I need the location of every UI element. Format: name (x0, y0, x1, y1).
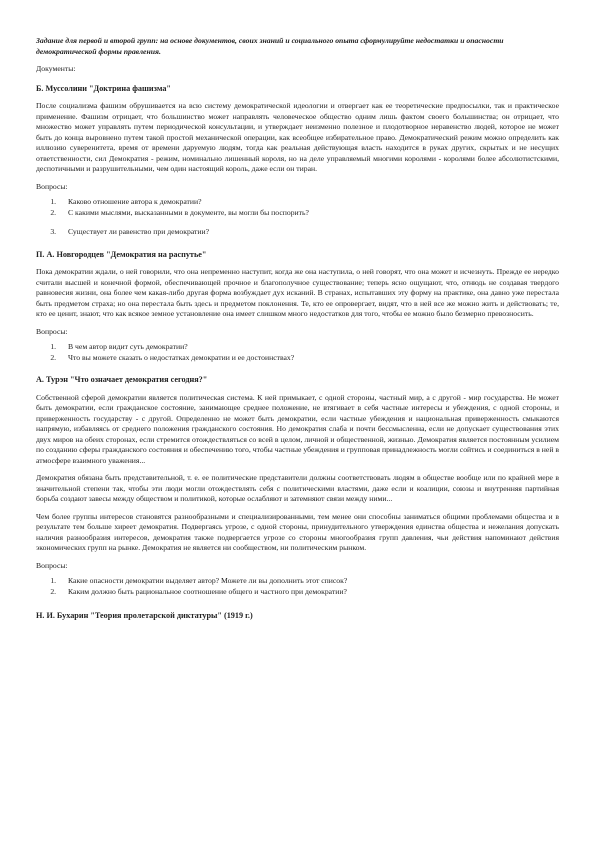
question-item: 3. Существует ли равенство при демократии? (58, 227, 559, 238)
question-item: 1. Какие опасности демократии выделяет автор? Можете ли вы дополнить этот список? (58, 576, 559, 587)
question-item: 2. Что вы можете сказать о недостатках демократии и ее достоинствах? (58, 353, 559, 364)
doc3-questions-label: Вопросы: (36, 560, 68, 570)
doc2-title: П. А. Новгородцев "Демократия на распутье" (36, 249, 207, 259)
question-item: 2. Каким должно быть рациональное соотношение общего и частного при демократии? (58, 587, 559, 598)
doc1-title: Б. Муссолини "Доктрина фашизма" (36, 83, 171, 93)
task-statement: Задание для первой и второй групп: на основе документов, своих знаний и социального опыта сформулируйте недостатки и опасности демократической формы правления. (36, 36, 504, 56)
doc3-paragraph-2: Демократия обязана быть представительной, т. е. ее политические представители должны соответствовать людям в обществе вообще или по крайней мере в значительной степени так, чтобы эти люди могли отождествлять себя с политическими властями, даже если и коалиции, союзы и внутренняя партийная борьба создают завесы между обществом и политикой, которые ослабляют и затемняют связи между ними... (36, 473, 559, 503)
question-item: 2. С какими мыслями, высказанными в документе, вы могли бы поспорить? (58, 208, 559, 219)
doc1-questions-label: Вопросы: (36, 181, 68, 191)
doc3-title: А. Турэн "Что означает демократия сегодня?" (36, 375, 208, 384)
doc2-paragraph: Пока демократии ждали, о ней говорили, что она непременно наступит, когда же она наступила, о ней говорят, что она может и исчезнуть. Прежде ее нередко считали высшей и конечной формой, обеспечивающей прочное и благополучное существование; теперь ясно ощущают, что, отнюдь не создавая твердого равновесия жизни, она более чем какая-либо другая форма возбуждает дух исканий. В странах, испытавших эту форму на практике, она давно уже перестала быть предметом страха; но она перестала быть здесь и предметом поклонения. Те, кто ее опровергает, видят, что в ней все же можно жить и действовать; те, кто ее ценит, знают, что как всякое земное установление она имеет слишком много недостатков для того, чтобы ее можно было безмерно превозносить. (36, 267, 559, 318)
doc3-paragraph-3: Чем более группы интересов становятся разнообразными и специализированными, тем менее они способны заниматься общими проблемами общества и в результате тем больше хиреет демократия. Подвергаясь угрозе, с одной стороны, принудительного утверждения единства общества и нежелания допускать наличия разнообразия интересов, демократия также подвергается угрозе со стороны многообразия групп давления, чьи действия напоминают действия экономических групп на рынке. Демократия не является ни сообществом, ни политическим рынком. (36, 511, 559, 552)
doc2-question-list (36, 342, 559, 363)
question-item: 1. Каково отношение автора к демократии? (58, 197, 559, 208)
doc1-paragraph: После социализма фашизм обрушивается на всю систему демократической идеологии и отвергает как ее теоретические предпосылки, так и практическое применение. Фашизм отрицает, что большинство может направлять человеческое общество одним лишь фактом своего большинства; он отрицает, что множество может управлять путем периодической консультации, и утверждает неизменно полезное и плодотворное неравенство людей, которое не может быть до конца выровнено путем такой простой механической операции, как всеобщее избирательное право. Демократический режим можно определить как иллюзию суверенитета, время от времени даруемую людям, тогда как реальная действующая власть находится в руках других, скрытых и не несущих ответственности, сил Демократия - режим, номинально лишенный короля, но на деле управляемый многими королями - королями более абсолютистскими, деспотичными и разрушительными, чем один настоящий король, даже если он тиран. (36, 101, 559, 173)
question-item: 1. В чем автор видит суть демократии? (58, 342, 559, 353)
documents-label: Документы: (36, 64, 76, 73)
doc1-question-list (36, 197, 559, 238)
doc3-question-list (36, 576, 559, 597)
doc4-title: Н. И. Бухарин "Теория пролетарской диктатуры" (1919 г.) (36, 611, 253, 620)
doc3-paragraph-1: Собственной сферой демократии является политическая система. К ней примыкает, с одной стороны, частный мир, а с другой - мир государства. Не может быть демократии, если гражданское состояние, занимающее среднее положение, не втягивает в себя частные интересы и убеждения, с одной стороны, и приверженность государству - с другой. Определенно не может быть демократии, если частные убеждения и национальная приверженность смыкаются напрямую, избавляясь от среднего положения гражданского состояния. Но демократия слаба и почти бессмысленна, если не допускает существования этих двух миров на обеих сторонах, если стремится отождествляться со всей в целом, личной и общественной, жизнью. Демократия является постоянным усилием по созданию сферы гражданского состояния и обеспечению того, чтобы частные убеждения и групповая принадлежность могли сойтись и соединиться в ней в атмосфере взаимного уважения... (36, 392, 559, 465)
doc2-questions-label: Вопросы: (36, 326, 68, 336)
